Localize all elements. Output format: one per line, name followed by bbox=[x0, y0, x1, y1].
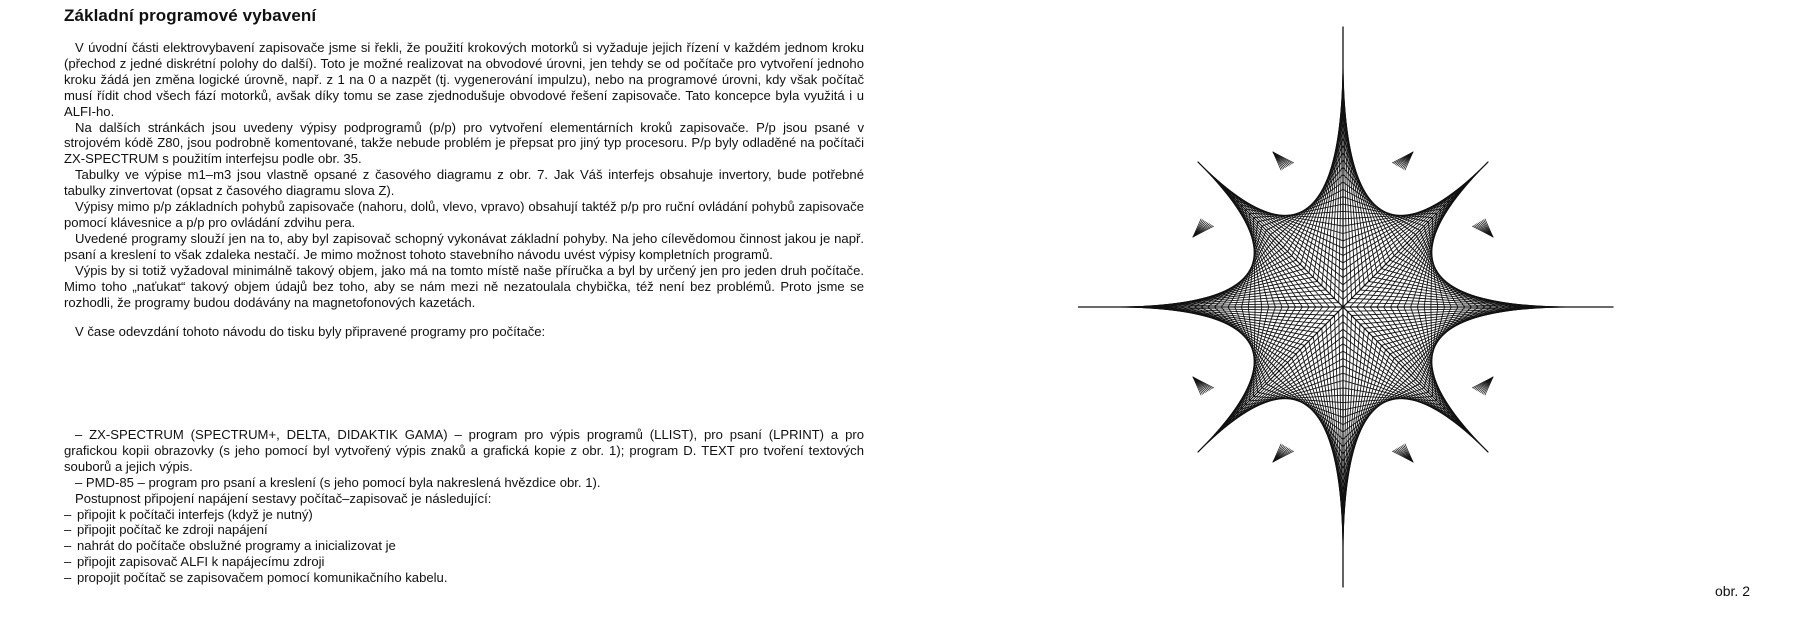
step-text: připojit zapisovač ALFI k napájecímu zdroji bbox=[77, 554, 325, 570]
paragraph: Výpis by si totiž vyžadoval minimálně takový objem, jako má na tomto místě naše příručka a byl by určený jen pro jeden druh počítače. Mimo toho „naťukat“ takový objem údajů bez toho, aby se nám mezi ně nezatoulala chybička, též není bez problémů. Proto jsme se rozhodli, že programy budou dodávány na magnetofonových kazetách. bbox=[64, 262, 864, 310]
program-list-block bbox=[64, 427, 864, 586]
step-text: připojit počítač ke zdroji napájení bbox=[77, 522, 268, 538]
step-text: nahrát do počítače obslužné programy a inicializovat je bbox=[77, 538, 396, 554]
paragraph: Tabulky ve výpise m1–m3 jsou vlastně opsané z časového diagramu z obr. 7. Jak Váš interfejs obsahuje invertory, bude potřebné tabulky zinvertovat (opsat z časového diagramu slova Z). bbox=[64, 167, 864, 199]
string-art-star-figure bbox=[1078, 22, 1618, 592]
step-marker: – bbox=[64, 570, 72, 586]
procedure-step bbox=[64, 522, 864, 538]
figure-line bbox=[1211, 175, 1323, 307]
figure-line bbox=[1211, 307, 1323, 439]
step-marker: – bbox=[64, 522, 72, 538]
paragraph: Uvedené programy slouží jen na to, aby byl zapisovač schopný vykonávat základní pohyby. Na jeho cílevědomou činnost jakou je např. psaní a kreslení to však zdaleka nestačí. Je mimo možnost tohoto stavebního návodu uvést výpisy kompletních programů. bbox=[64, 230, 864, 262]
figure-line bbox=[1363, 175, 1475, 307]
program-item-spectrum: – ZX-SPECTRUM (SPECTRUM+, DELTA, DIDAKTIK GAMA) – program pro výpis programů (LLIST), pro psaní (LPRINT) a pro grafickou kopii obrazovky (s jeho pomocí byl vytvořený výpis znaků a grafická kopie z obr. 1); program D. TEXT pro tvoření textových souborů a jejich výpis. bbox=[64, 427, 864, 474]
procedure-step bbox=[64, 507, 864, 523]
procedure-step bbox=[64, 570, 864, 586]
procedure-steps bbox=[64, 507, 864, 587]
step-text: propojit počítač se zapisovačem pomocí komunikačního kabelu. bbox=[77, 570, 448, 586]
paragraph: V úvodní části elektrovybavení zapisovače jsme si řekli, že použití krokových motorků si vyžaduje jejich řízení v každém jednom kroku (přechod z jedné diskrétní polohy do další). Toto je možné realizovat na obvodové úrovni, jen tehdy se od počítače pro vytvoření jednoho kroku žádá jen změna logické úrovně, např. z 1 na 0 a nazpět (tj. vygenerování impulzu), nebo na programové úrovni, kdy však počítač musí řídit chod všech fází motorků, avšak díky tomu se zase zjednodušuje obvodové řešení zapisovače. Tato koncepce byla využitá i u ALFI-ho. bbox=[64, 40, 864, 119]
text-column bbox=[64, 6, 864, 340]
step-marker: – bbox=[64, 538, 72, 554]
procedure-step bbox=[64, 538, 864, 554]
program-item-pmd: – PMD-85 – program pro psaní a kreslení (s jeho pomocí byla nakreslená hvězdice obr. 1). bbox=[75, 474, 601, 490]
procedure-intro: Postupnost připojení napájení sestavy počítač–zapisovač je následující: bbox=[75, 490, 492, 506]
step-marker: – bbox=[64, 506, 72, 522]
figure-caption: obr. 2 bbox=[1714, 583, 1750, 599]
paragraph: Výpisy mimo p/p základních pohybů zapisovače (nahoru, dolů, vlevo, vpravo) obsahují taktéž p/p pro ruční ovládání pohybů zapisovače pomocí klávesnice a p/p pro ovládání zdvihu pera. bbox=[64, 199, 864, 230]
figure-line bbox=[1363, 307, 1475, 439]
procedure-step bbox=[64, 554, 864, 570]
step-text: připojit k počítači interfejs (když je nutný) bbox=[77, 506, 313, 522]
paragraph: Na dalších stránkách jsou uvedeny výpisy podprogramů (p/p) pro vytvoření elementárních kroků zapisovače. P/p jsou psané v strojovém kódě Z80, jsou podrobně komentované, takže nebude problém je přepsat pro jiný typ procesoru. P/p byly odladěné na počítači ZX-SPECTRUM s použitím interfejsu podle obr. 35. bbox=[64, 119, 864, 167]
section-title: Základní programové vybavení bbox=[64, 6, 317, 25]
closing-paragraph: V čase odevzdání tohoto návodu do tisku byly připravené programy pro počítače: bbox=[75, 324, 546, 340]
step-marker: – bbox=[64, 554, 72, 570]
